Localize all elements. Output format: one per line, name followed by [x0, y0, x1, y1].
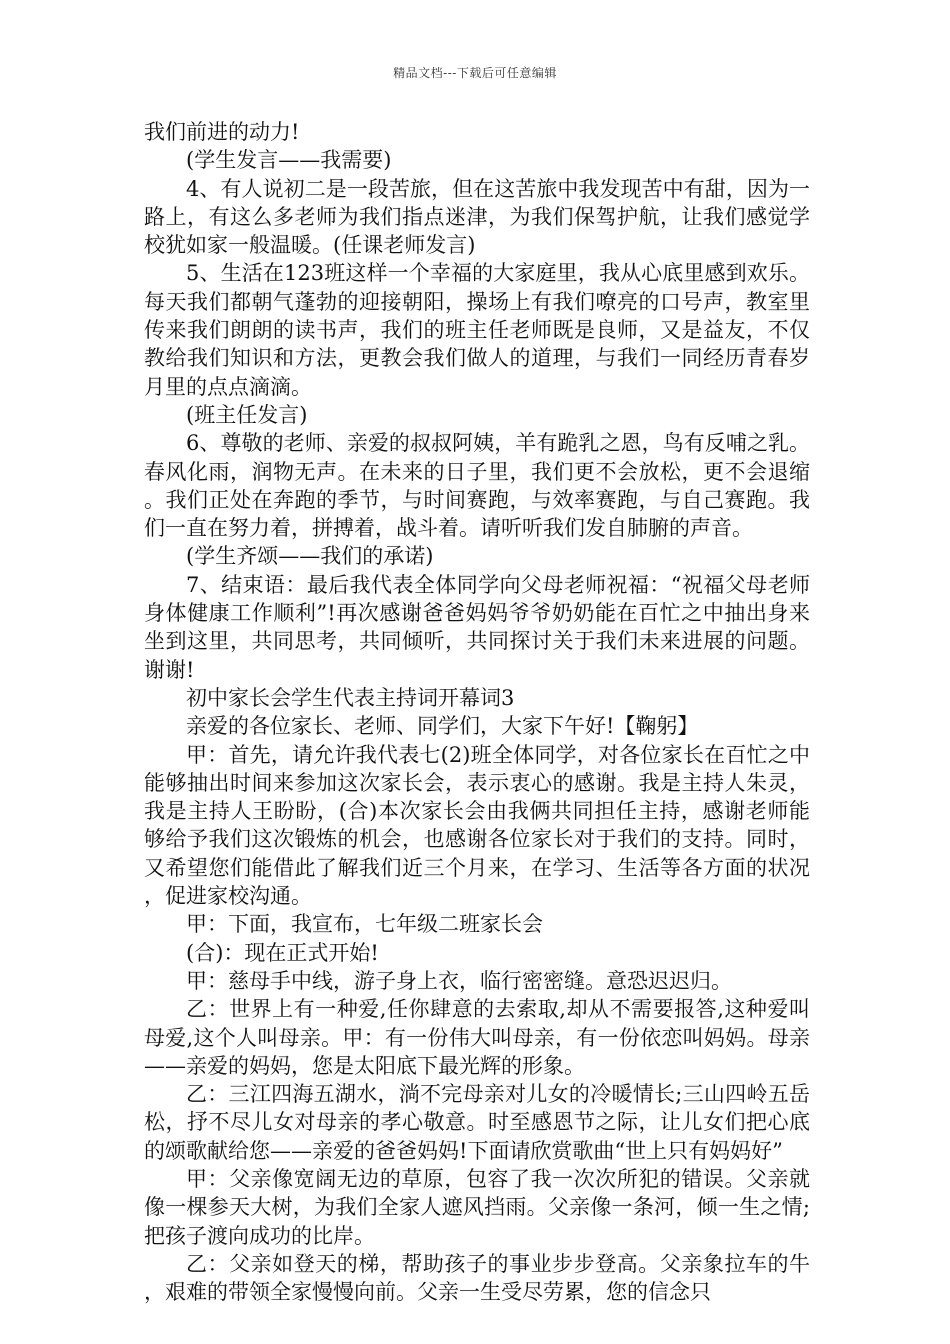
paragraph: (合)：现在正式开始!	[186, 940, 379, 965]
paragraph: 6、尊敬的老师、亲爱的叔叔阿姨，羊有跪乳之恩，鸟有反哺之乳。春风化雨，润物无声。在未来的日子里，我们更不会放松，更不会退缩。我们正处在奔跑的季节，与时间赛跑，与效率赛跑，与自己赛跑。我们一直在努力着，拼搏着，战斗着。请听听我们发自肺腑的声音。	[144, 431, 810, 541]
paragraph: (学生发言——我需要)	[186, 148, 392, 173]
paragraph: (学生齐颂——我们的承诺)	[186, 544, 434, 569]
page-header: 精品文档---下载后可任意编辑	[393, 66, 557, 80]
document-body	[144, 118, 810, 1306]
greeting-line: 亲爱的各位家长、老师、同学们，大家下午好!【鞠躬】	[186, 714, 699, 739]
paragraph: 5、生活在123班这样一个幸福的大家庭里，我从心底里感到欢乐。每天我们都朝气蓬勃的迎接朝阳，操场上有我们嘹亮的口号声，教室里传来我们朗朗的读书声，我们的班主任老师既是良师，又是益友，不仅教给我们知识和方法，更教会我们做人的道理，与我们一同经历青春岁月里的点点滴滴。	[144, 261, 810, 399]
paragraph: 甲：首先，请允许我代表七(2)班全体同学，对各位家长在百忙之中能够抽出时间来参加这次家长会，表示衷心的感谢。我是主持人朱灵，我是主持人王盼盼，(合)本次家长会由我俩共同担任主持，感谢老师能够给予我们这次锻炼的机会，也感谢各位家长对于我们的支持。同时，又希望您们能借此了解我们近三个月来，在学习、生活等各方面的状况，促进家校沟通。	[144, 742, 810, 909]
paragraph: 乙：三江四海五湖水，淌不完母亲对儿女的冷暖情长;三山四岭五岳松，抒不尽儿女对母亲的孝心敬意。时至感恩节之际，让儿女们把心底的颂歌献给您——亲爱的爸爸妈妈!下面请欣赏歌曲“世上只有妈妈好”	[144, 1082, 810, 1163]
paragraph: 4、有人说初二是一段苦旅，但在这苦旅中我发现苦中有甜，因为一路上，有这么多老师为我们指点迷津，为我们保驾护航，让我们感觉学校犹如家一般温暖。(任课老师发言)	[144, 176, 810, 258]
paragraph: 甲：下面，我宣布，七年级二班家长会	[186, 912, 543, 937]
section-title: 初中家长会学生代表主持词开幕词3	[186, 685, 515, 710]
paragraph: 7、结束语：最后我代表全体同学向父母老师祝福：“祝福父母老师身体健康工作顺利”!再次感谢爸爸妈妈爷爷奶奶能在百忙之中抽出身来坐到这里，共同思考，共同倾听，共同探讨关于我们未来进展的问题。谢谢!	[144, 572, 810, 682]
paragraph: 乙：世界上有一种爱,任你肆意的去索取,却从不需要报答,这种爱叫母爱,这个人叫母亲。甲：有一份伟大叫母亲，有一份依恋叫妈妈。母亲——亲爱的妈妈，您是太阳底下最光辉的形象。	[144, 997, 810, 1078]
paragraph: 乙：父亲如登天的梯，帮助孩子的事业步步登高。父亲象拉车的牛，艰难的带领全家慢慢向前。父亲一生受尽劳累，您的信念只	[144, 1251, 810, 1305]
paragraph: 我们前进的动力!	[144, 120, 300, 144]
paragraph: 甲：慈母手中线，游子身上衣，临行密密缝。意恐迟迟归。	[186, 968, 732, 993]
paragraph: (班主任发言)	[186, 402, 308, 427]
paragraph: 甲：父亲像宽阔无边的草原，包容了我一次次所犯的错误。父亲就像一棵参天大树，为我们全家人遮风挡雨。父亲像一条河，倾一生之情;把孩子渡向成功的比岸。	[144, 1166, 810, 1248]
